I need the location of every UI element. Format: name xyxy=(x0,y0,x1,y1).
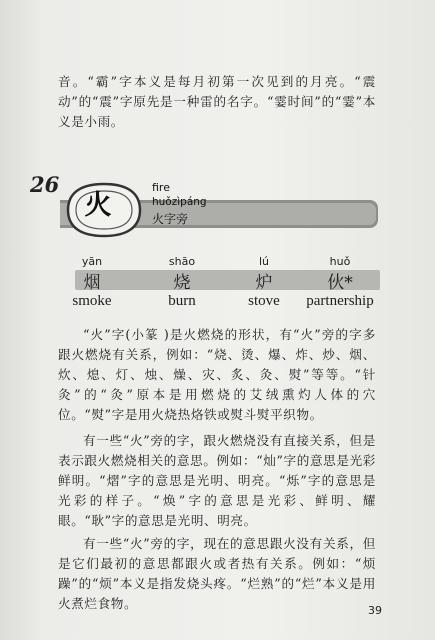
char-english: smoke xyxy=(72,293,112,309)
char-english: stove xyxy=(248,293,280,309)
char-pinyin: lú xyxy=(258,255,270,268)
char-pinyin: yān xyxy=(81,255,103,268)
char-english: burn xyxy=(168,293,196,309)
radical-english: fire xyxy=(152,181,170,194)
char-hanzi: 烧 xyxy=(173,273,191,293)
paragraph-related-meaning: 有一些“火”旁的字，跟火燃烧没有直接关系，但是表示跟火燃烧相关的意思。例如：“灿”字的意思是光彩鲜明。“熠”字的意思是光明、明亮。“烁”字的意思是光彩的样子。“焕”字的意思是光彩、鲜明、耀眼。“耿”字的意思是光明、明亮。 xyxy=(58,433,376,528)
radical-pinyin: huǒzìpáng xyxy=(152,196,207,208)
char-pinyin: shāo xyxy=(168,255,196,268)
page-number: 39 xyxy=(368,604,382,617)
chapter-number: 26 xyxy=(30,172,60,197)
radical-glyph: 火 xyxy=(84,190,112,221)
char-hanzi: 炉 xyxy=(255,273,273,293)
paragraph-fire-radical: “火”字(小篆 )是火燃烧的形状，有“火”旁的字多跟火燃烧有关系，例如：“烧、烫、爆、炸、炒、烟、炊、熄、灯、烛、燥、灾、炙、灸、熨”等等。“针灸”的“灸”原本是用燃烧的艾绒熏灼人体的穴位。“熨”字是用火烧热烙铁或熨斗熨平织物。 xyxy=(58,327,376,422)
char-hanzi: 伙* xyxy=(327,273,353,293)
char-hanzi: 烟 xyxy=(83,273,101,293)
paragraph-original-meaning: 有一些“火”旁的字，现在的意思跟火没有关系，但是它们最初的意思都跟火或者热有关系。例如：“烦躁”的“烦”本义是指发烧头疼。“烂熟”的“烂”本义是用火煮烂食物。 xyxy=(58,536,376,611)
char-pinyin: huǒ xyxy=(329,255,351,268)
radical-chinese-name: 火字旁 xyxy=(152,212,189,226)
paragraph-intro: 音。“霸”字本义是每月初第一次见到的月亮。“震动”的“震”字原先是一种雷的名字。“霎时间”的“霎”本义是小雨。 xyxy=(58,74,376,129)
char-english: partnership xyxy=(306,293,374,309)
